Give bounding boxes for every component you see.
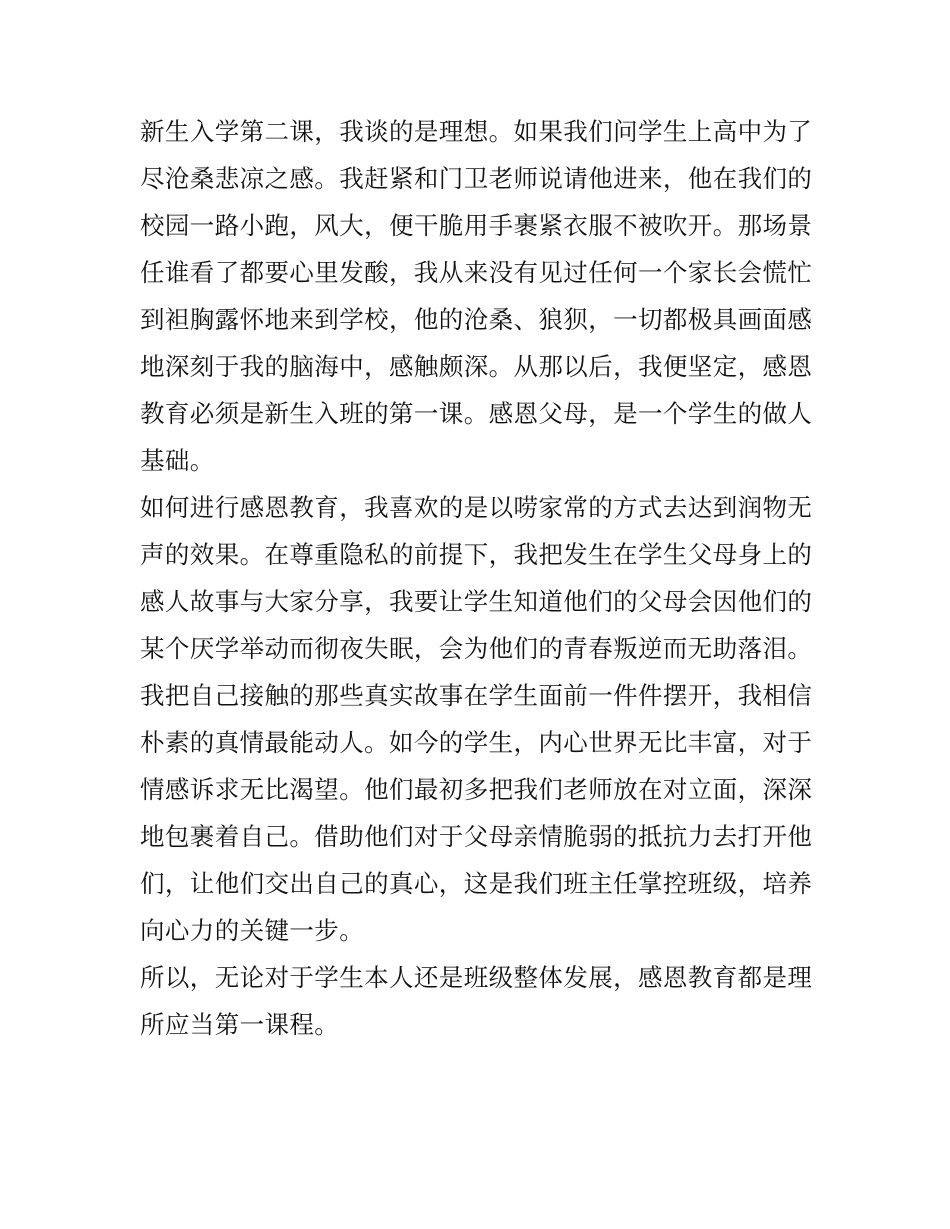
text-line: 们，让他们交出自己的真心，这是我们班主任掌控班级，培养 — [140, 869, 812, 898]
text-line: 我把自己接触的那些真实故事在学生面前一件件摆开，我相信 — [140, 681, 812, 710]
text-line: 教育必须是新生入班的第一课。感恩父母，是一个学生的做人 — [140, 399, 812, 428]
paragraph-2 — [140, 484, 812, 954]
text-line: 所以，无论对于学生本人还是班级整体发展，感恩教育都是理 — [140, 963, 812, 992]
paragraph-1 — [140, 108, 812, 484]
text-line: 如何进行感恩教育，我喜欢的是以唠家常的方式去达到润物无 — [140, 493, 812, 522]
paragraph-3 — [140, 954, 812, 1048]
document-body — [140, 108, 812, 1048]
text-line: 向心力的关键一步。 — [140, 916, 365, 945]
text-line: 朴素的真情最能动人。如今的学生，内心世界无比丰富，对于 — [140, 728, 812, 757]
text-line: 任谁看了都要心里发酸，我从来没有见过任何一个家长会慌忙 — [140, 258, 812, 287]
text-line: 某个厌学举动而彻夜失眠，会为他们的青春叛逆而无助落泪。 — [140, 634, 812, 663]
text-line: 校园一路小跑，风大，便干脆用手裹紧衣服不被吹开。那场景 — [140, 211, 812, 240]
text-line: 地深刻于我的脑海中，感触颇深。从那以后，我便坚定，感恩 — [140, 352, 812, 381]
text-line: 尽沧桑悲凉之感。我赶紧和门卫老师说请他进来，他在我们的 — [140, 164, 812, 193]
text-line: 到袒胸露怀地来到学校，他的沧桑、狼狈，一切都极具画面感 — [140, 305, 812, 334]
text-line: 所应当第一课程。 — [140, 1010, 340, 1039]
text-line: 情感诉求无比渴望。他们最初多把我们老师放在对立面，深深 — [140, 775, 812, 804]
text-line: 基础。 — [140, 446, 215, 475]
text-line: 地包裹着自己。借助他们对于父母亲情脆弱的抵抗力去打开他 — [140, 822, 812, 851]
text-line: 新生入学第二课，我谈的是理想。如果我们问学生上高中为了 — [140, 117, 812, 146]
text-line: 感人故事与大家分享，我要让学生知道他们的父母会因他们的 — [140, 587, 812, 616]
text-line: 声的效果。在尊重隐私的前提下，我把发生在学生父母身上的 — [140, 540, 812, 569]
